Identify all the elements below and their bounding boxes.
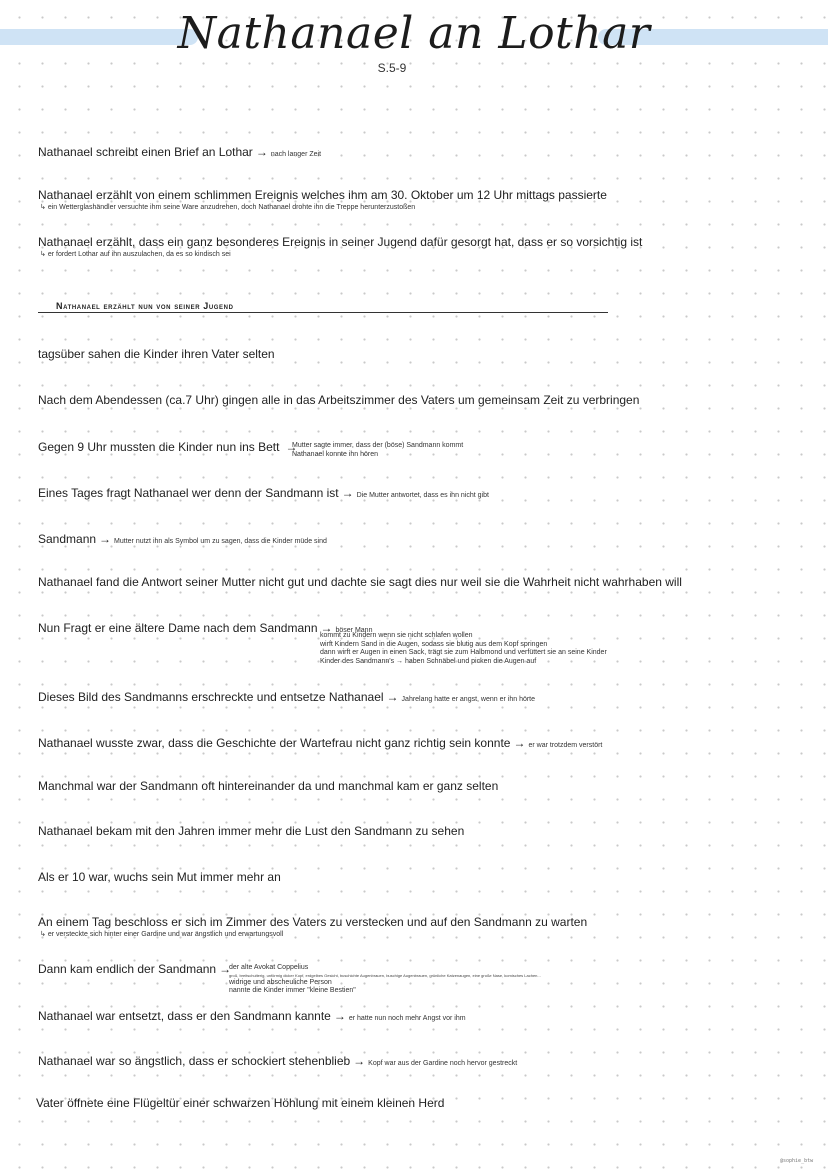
sub-text: er fordert Lothar auf ihn auszulachen, da es so kindisch sei bbox=[47, 251, 231, 258]
page-title: Nathanael an Lothar bbox=[177, 8, 651, 59]
entry-sub bbox=[40, 203, 415, 211]
entry-note: er hatte nun noch mehr Angst vor ihm bbox=[348, 1015, 466, 1022]
arrow-icon: → bbox=[513, 736, 526, 750]
arrow-icon: → bbox=[333, 1009, 346, 1023]
note-line: dann wirft er Augen in einen Sack, trägt sie zum Halbmond und verfüttert sie an seine Kinder bbox=[320, 649, 607, 656]
arrow-icon: → bbox=[353, 1054, 366, 1068]
entry-text: Nathanael erzählt, dass ein ganz besonderes Ereignis in seiner Jugend dafür gesorgt hat, dass er so vorsichtig ist bbox=[38, 235, 643, 249]
entry-text: Nathanael wusste zwar, dass die Geschichte der Wartefrau nicht ganz richtig sein konnte bbox=[38, 736, 511, 750]
entry-text: Dieses Bild des Sandmanns erschreckte und entsetze Nathanael bbox=[38, 690, 384, 704]
entry-text: Nathanael schreibt einen Brief an Lothar bbox=[38, 145, 253, 159]
note-line: Nathanael konnte ihn hören bbox=[292, 450, 379, 458]
arrow-icon: → bbox=[99, 532, 112, 546]
arrow-icon: → bbox=[285, 440, 298, 454]
entry-note-block bbox=[320, 632, 607, 666]
entry-note: er war trotzdem verstört bbox=[528, 742, 603, 749]
note-entry bbox=[38, 734, 602, 752]
entry-text: Gegen 9 Uhr mussten die Kinder nun ins Bett bbox=[38, 440, 280, 454]
sub-text: ein Wetterglashändler versuchte ihm seine Ware anzudrehen, doch Nathanael drohte ihn die Treppe herunterzustoßen bbox=[47, 204, 416, 211]
entry-note: nach langer Zeit bbox=[270, 151, 322, 158]
arrow-icon: → bbox=[219, 962, 232, 976]
entry-text: Nun Fragt er eine ältere Dame nach dem Sandmann bbox=[38, 621, 318, 635]
arrow-icon: → bbox=[320, 621, 333, 635]
entry-note: böser Mann bbox=[335, 627, 373, 634]
note-line: widrige und abscheuliche Person bbox=[229, 978, 332, 986]
entry-text: Eines Tages fragt Nathanael wer denn der Sandmann ist bbox=[38, 486, 339, 500]
sub-arrow-icon: ↳ bbox=[40, 251, 46, 258]
note-line: kommt zu Kindern wenn sie nicht schlafen wollen bbox=[320, 632, 473, 639]
arrow-icon: → bbox=[255, 145, 268, 159]
entry-text: Nathanael erzählt von einem schlimmen Ereignis welches ihm am 30. Oktober um 12 Uhr mittags passierte bbox=[38, 188, 607, 202]
entry-text: Dann kam endlich der Sandmann bbox=[38, 962, 217, 976]
entry-note-block bbox=[229, 964, 541, 996]
note-entry bbox=[38, 143, 321, 161]
section-heading bbox=[38, 300, 608, 313]
note-line: Kinder des Sandmann's → haben Schnäbel und picken die Augen auf bbox=[320, 657, 537, 665]
entry-note: Die Mutter antwortet, dass es ihn nicht gibt bbox=[356, 492, 489, 499]
note-entry bbox=[38, 1007, 466, 1025]
entry-text: Nach dem Abendessen (ca.7 Uhr) gingen alle in das Arbeitszimmer des Vaters um gemeinsam Zeit zu verbringen bbox=[38, 393, 640, 407]
note-entry bbox=[38, 438, 300, 456]
page-range: S.5-9 bbox=[377, 61, 407, 75]
note-line: nannte die Kinder immer "kleine Bestien" bbox=[229, 987, 356, 994]
note-line: Mutter sagte immer, dass der (böse) Sandmann kommt bbox=[292, 442, 464, 449]
entry-text: Nathanael fand die Antwort seiner Mutter nicht gut und dachte sie sagt dies nur weil sie die Wahrheit nicht wahrhaben will bbox=[38, 575, 682, 589]
sub-arrow-icon: ↳ bbox=[40, 204, 46, 211]
entry-text: Sandmann bbox=[38, 532, 97, 546]
note-entry bbox=[38, 530, 327, 548]
entry-text: An einem Tag beschloss er sich im Zimmer des Vaters zu verstecken und auf den Sandmann zu warten bbox=[38, 915, 588, 929]
entry-text: Nathanael war so ängstlich, dass er schockiert stehenblieb bbox=[38, 1054, 351, 1068]
note-line: der alte Avokat Coppelius bbox=[229, 964, 309, 971]
note-line: wirft Kindern Sand in die Augen, sodass sie blutig aus dem Kopf springen bbox=[320, 640, 548, 648]
sub-arrow-icon: ↳ bbox=[40, 931, 46, 938]
entry-text: Nathanael war entsetzt, dass er den Sandmann kannte bbox=[38, 1009, 331, 1023]
note-entry bbox=[38, 960, 234, 978]
entry-text: Nathanael bekam mit den Jahren immer mehr die Lust den Sandmann zu sehen bbox=[38, 824, 465, 838]
entry-text: tagsüber sahen die Kinder ihren Vater selten bbox=[38, 347, 275, 361]
note-line-fine: groß, breitschulterig, unförmig dicker Kopf, erdgelbes Gesicht, buschichte Augenbrauen, buschige Augenbrauen, grünliche Katzenaugen, eine große Nase, komisches Lachen... bbox=[229, 972, 541, 978]
entry-sub bbox=[40, 250, 231, 258]
note-entry bbox=[38, 688, 535, 706]
note-entry bbox=[38, 484, 489, 502]
entry-text: Manchmal war der Sandmann oft hintereinander da und manchmal kam er ganz selten bbox=[38, 779, 499, 793]
entry-note: Mutter nutzt ihn als Symbol um zu sagen, dass die Kinder müde sind bbox=[114, 538, 327, 545]
arrow-icon: → bbox=[386, 690, 399, 704]
sub-text: er versteckte sich hinter einer Gardine und war ängstlich und erwartungsvoll bbox=[47, 931, 284, 938]
entry-sub bbox=[40, 930, 283, 938]
entry-note: Jahrelang hatte er angst, wenn er ihn hörte bbox=[401, 696, 536, 703]
entry-text: Vater öffnete eine Flügeltür einer schwarzen Höhlung mit einem kleinen Herd bbox=[36, 1096, 445, 1110]
note-entry bbox=[38, 1052, 517, 1070]
section-heading-text: Nathanael erzählt nun von seiner Jugend bbox=[56, 301, 234, 311]
entry-note: Kopf war aus der Gardine noch hervor gestreckt bbox=[368, 1060, 518, 1067]
entry-note-block bbox=[292, 442, 463, 459]
author-credit: @sophie_btw bbox=[780, 1158, 814, 1164]
entry-text: Als er 10 war, wuchs sein Mut immer mehr an bbox=[38, 870, 281, 884]
arrow-icon: → bbox=[341, 486, 354, 500]
